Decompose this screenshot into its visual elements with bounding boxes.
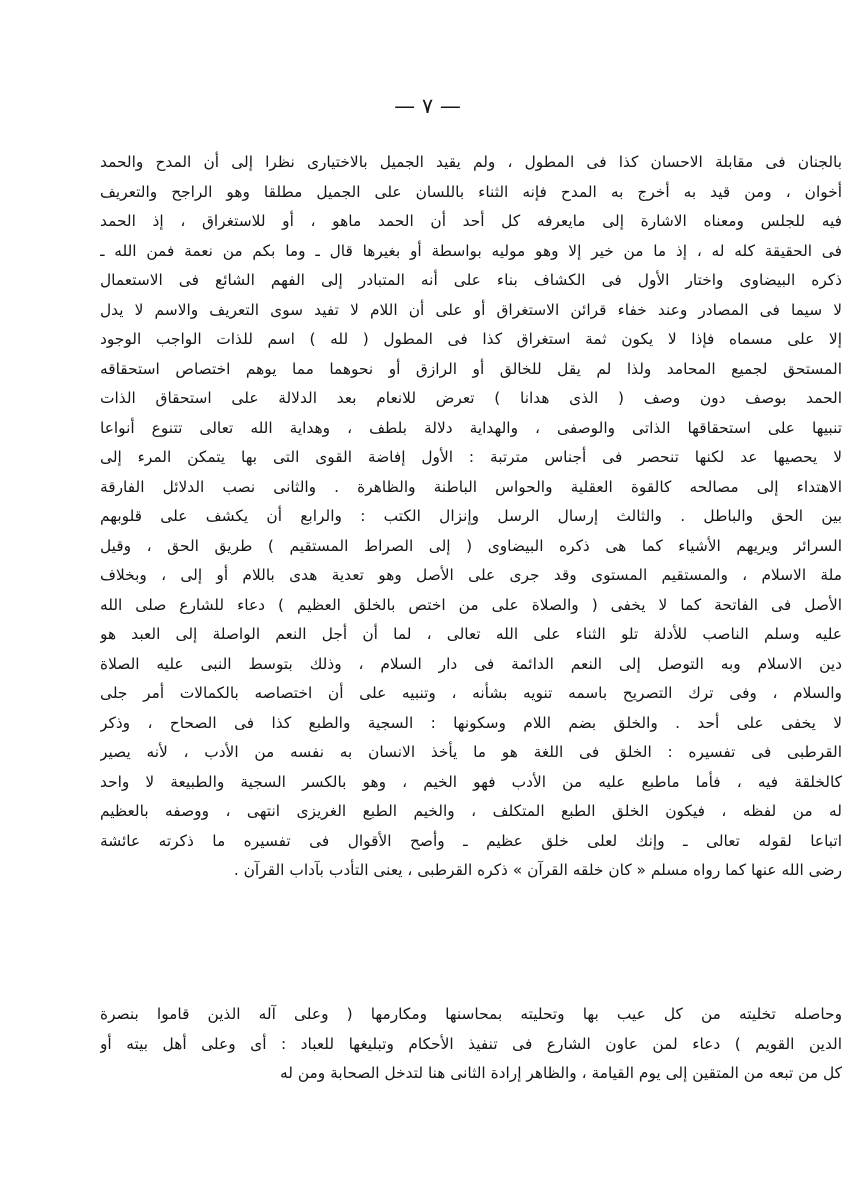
text-line: فيه للجلس ومعناه الاشارة إلى مايعرفه كل أحد أن الحمد ماهو ، أو للاستغراق ، إذ الحمد — [100, 212, 842, 230]
text-line: كالخلقة فيه ، فأما ماطبع عليه من الأدب فهو الخيم ، وهو بالكسر السجية والطبيعة لا واحد — [100, 772, 842, 791]
text-line: فى الحقيقة كله له ، إذ ما من خير إلا وهو موليه بواسطة أو بغيرها قال ـ وما بكم من نعمة فمن الله ـ — [100, 241, 842, 260]
text-line: الدين القويم ) دعاء لمن عاون الشارع فى تنفيذ الأحكام وتبليغها للعباد : أى وعلى أهل بيته أو — [100, 1034, 842, 1053]
text-line: الحمد بوصف دون وصف ( الذى هدانا ) تعرض للانعام بعد الدلالة على استحقاق الذات — [100, 389, 842, 407]
text-line: لا سيما فى المصادر وعند خفاء قرائن الاستغراق أو على أن اللام لا تفيد سوى التعريف والاسم لا يدل — [100, 300, 842, 319]
text-line: له من لفظه ، فيكون الخلق الطبع المتكلف ، والخيم الطبع الغريزى انتهى ، ووصفه بالعظيم — [100, 802, 842, 820]
paragraph-2 — [100, 1000, 842, 1089]
text-line: رضى الله عنها كما رواه مسلم « كان خلقه القرآن » ذكره القرطبى ، يعنى التأدب بآداب القرآن . — [233, 861, 842, 879]
text-line: الاهتداء إلى مصالحه كالقوة العقلية والحواس الباطنة والظاهرة . والثانى نصب الدلائل الفارقة — [100, 477, 842, 496]
text-line: عليه وسلم الناصب للأدلة تلو الثناء على الله تعالى ، لما أن أجل النعم الواصلة إلى العبد هو — [100, 625, 842, 643]
text-line: ملة الاسلام ، والمستقيم المستوى وقد جرى على الأصل وهو تعدية هدى باللام أو إلى ، وبخلاف — [100, 566, 842, 584]
text-line: السرائر ويريهم الأشياء كما هى ذكره البيضاوى ( إلى الصراط المستقيم ) طريق الحق ، وقيل — [100, 536, 842, 555]
text-line: وحاصله تخليته من كل عيب بها وتحليته بمحاسنها ومكارمها ( وعلى آله الذين قاموا بنصرة — [100, 1005, 842, 1023]
text-line: الأصل فى الفاتحة كما لا يخفى ( والصلاة على من اختص بالخلق العظيم ) دعاء للشارع صلى الله — [100, 595, 842, 614]
text-line: إلا على مسماه فإذا لا يكون ثمة استغراق كذا فى المطول ( لله ) اسم للذات الواجب الوجود — [100, 330, 842, 348]
page-number: — ٧ — — [394, 94, 461, 118]
text-line: أخوان ، ومن قيد به أخرج به المدح فإنه الثناء باللسان على الجميل مطلقا وهو الراجح والتعريف — [100, 182, 842, 201]
text-line: بين الحق والباطل . والثالث إرسال الرسل وإنزال الكتب : والرابع أن يكشف على قلوبهم — [100, 507, 842, 525]
text-line: والسلام ، وفى ترك التصريح باسمه تنويه بشأنه ، وتنبيه على أن اختصاصه بالكمالات أمر جلى — [100, 684, 842, 702]
text-line: تنبيها على استحقاقها الذاتى والوصفى ، والهداية دلالة بلطف ، وهداية الله تعالى تتنوع أنواعا — [100, 418, 842, 437]
text-line: ذكره البيضاوى واختار الأول فى الكشاف بناء على أنه المتبادر إلى الفهم الشائع فى الاستعمال — [100, 271, 842, 289]
text-line: المستحق لجميع المحامد ولذا لم يقل للخالق أو الرازق أو نحوهما مما يوهم اختصاص استحقاقه — [100, 359, 842, 378]
paragraph-1 — [100, 148, 842, 886]
text-line: بالجنان فى مقابلة الاحسان كذا فى المطول ، ولم يقيد الجميل بالاختيارى نظرا إلى أن المدح والحمد — [100, 153, 842, 171]
text-line: لا يخفى على أحد . والخلق بضم اللام وسكونها : السجية والطبع كذا فى الصحاح ، وذكر — [100, 713, 842, 732]
text-line: القرطبى فى تفسيره : الخلق فى اللغة هو ما يأخذ الانسان به نفسه من الأدب ، لأنه يصير — [100, 743, 842, 761]
text-line: دين الاسلام وبه التوصل إلى النعم الدائمة فى دار السلام ، وذلك بتوسط النبى عليه الصلاة — [100, 654, 842, 673]
text-line: كل من تبعه من المتقين إلى يوم القيامة ، والظاهر إرادة الثانى هنا لتدخل الصحابة ومن له — [279, 1064, 842, 1082]
text-line: لا يحصيها عد لكنها تنحصر فى أجناس مترتبة : الأول إفاضة القوى التى بها يتمكن المرء إلى — [100, 448, 842, 466]
text-line: اتباعا لقوله تعالى ـ وإنك لعلى خلق عظيم ـ وأصح الأقوال فى تفسيره ما ذكرته عائشة — [100, 831, 842, 850]
